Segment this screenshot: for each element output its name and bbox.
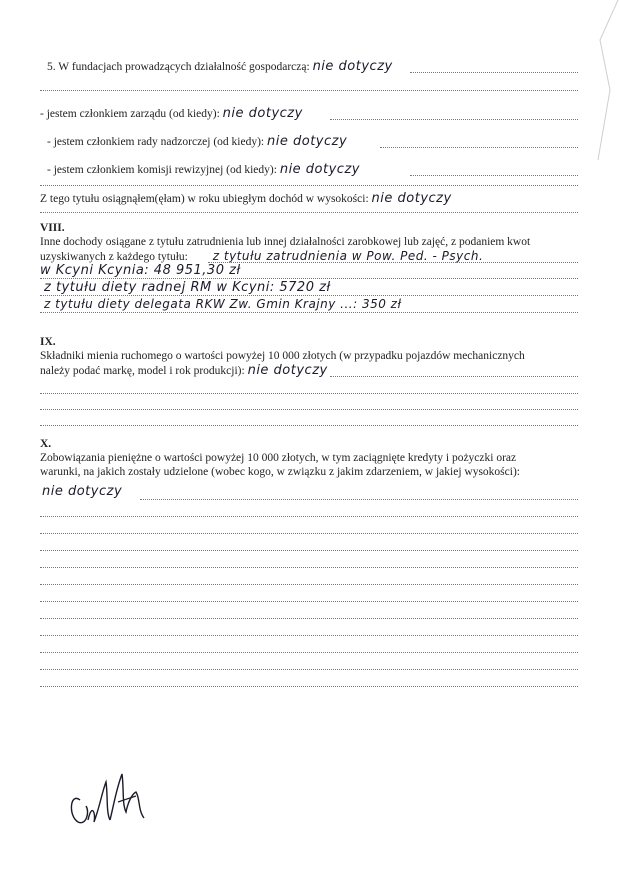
zarzad-handwriting: nie dotyczy [222,106,303,121]
dotted-line [410,72,578,73]
dotted-line [40,584,578,585]
item5-text: 5. W fundacjach prowadzących działalność gospodarczą: [47,61,310,73]
dotted-line [40,652,578,653]
dotted-line [40,212,578,213]
dotted-line [40,278,578,279]
viii-line3-handwriting: w Kcyni Kcynia: 48 951,30 zł [40,263,241,278]
dotted-line [40,185,578,186]
dotted-line [140,499,578,500]
dotted-line [40,312,578,313]
dochod-label [40,192,452,206]
dotted-line [40,409,578,410]
viii-line2-handwriting: z tytułu zatrudnienia w Pow. Ped. - Psych. [212,249,484,263]
dotted-line [40,550,578,551]
komisja-label [47,163,360,177]
section-viii-heading: VIII. [40,222,65,234]
dotted-line [40,516,578,517]
rada-handwriting: nie dotyczy [267,134,348,149]
dotted-line [40,90,578,91]
item5-label [47,60,393,74]
komisja-text: - jestem członkiem komisji rewizyjnej (od kiedy): [47,164,277,176]
signature [66,762,156,832]
ix-line1: Składniki mienia ruchomego o wartości powyżej 10 000 złotych (w przypadku pojazdów mechanicznych [40,350,525,362]
section-ix-heading: IX. [40,336,56,348]
dotted-line [40,618,578,619]
viii-line5-handwriting: z tytułu diety delegata RKW Zw. Gmin Krajny ...: 350 zł [44,297,402,311]
dotted-line [40,601,578,602]
zarzad-label [40,107,303,121]
dotted-line [40,393,578,394]
dotted-line [330,376,578,377]
rada-text: - jestem członkiem rady nadzorczej (od kiedy): [47,136,265,148]
komisja-handwriting: nie dotyczy [279,162,360,177]
dotted-line [40,567,578,568]
ix-line2 [40,364,328,378]
rada-label [47,135,347,149]
dotted-line [208,262,578,263]
dotted-line [40,686,578,687]
x-line1: Zobowiązania pieniężne o wartości powyżej 10 000 złotych, w tym zaciągnięte kredyty i pożyczki oraz [40,452,517,464]
viii-line2-label: uzyskiwanych z każdego tytułu: [40,251,188,263]
ix-line2-label: należy podać markę, model i rok produkcji): [40,365,245,377]
dochod-handwriting: nie dotyczy [371,191,452,206]
dotted-line [40,295,578,296]
dotted-line [40,669,578,670]
dotted-line [40,635,578,636]
viii-line1: Inne dochody osiągane z tytułu zatrudnienia lub innej działalności zarobkowej lub zajęć, z podaniem kwot [40,236,531,248]
dochod-text: Z tego tytułu osiągnąłem(ęłam) w roku ubiegłym dochód w wysokości: [40,193,369,205]
section-x-heading: X. [40,438,52,450]
dotted-line [40,425,578,426]
dotted-line [330,119,578,120]
viii-line4-handwriting: z tytułu diety radnej RM w Kcyni: 5720 zł [44,280,331,295]
item5-handwriting: nie dotyczy [312,59,393,74]
x-line2: warunki, na jakich zostały udzielone (wobec kogo, w związku z jakim zdarzeniem, w jakiej wysokości): [40,466,520,478]
dotted-line [40,533,578,534]
scan-fold-mark [580,0,620,160]
dotted-line [410,175,578,176]
zarzad-text: - jestem członkiem zarządu (od kiedy): [40,108,220,120]
x-line3-handwriting: nie dotyczy [42,484,123,499]
dotted-line [380,147,578,148]
ix-line2-handwriting: nie dotyczy [247,363,328,378]
